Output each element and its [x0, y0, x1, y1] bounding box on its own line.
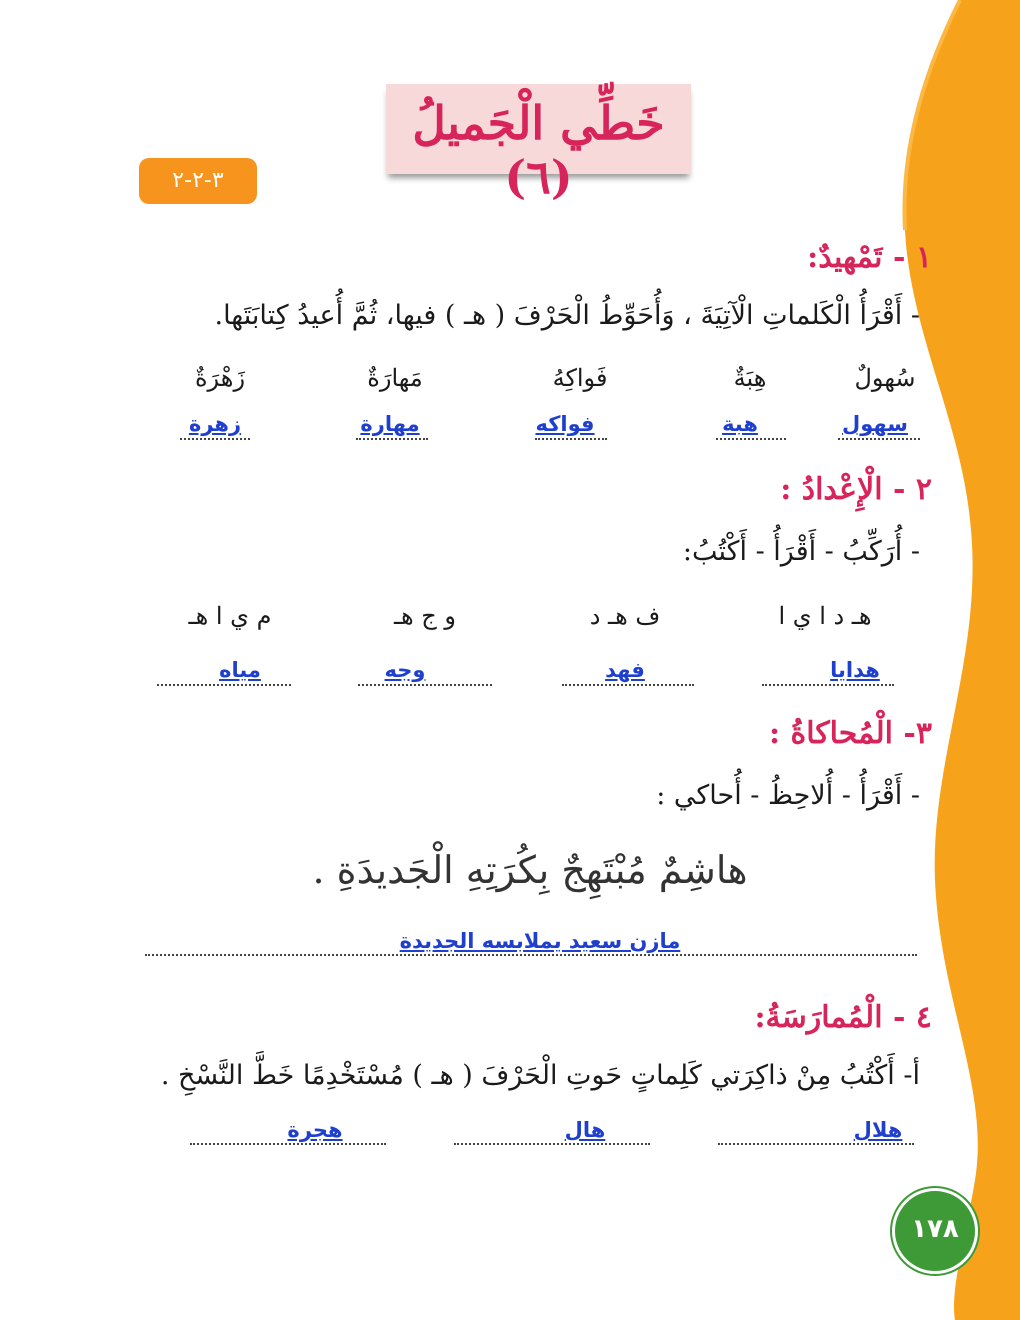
answer-4: مهارة: [360, 412, 420, 436]
answer-line: [716, 438, 786, 440]
answer-8: وجه: [384, 658, 426, 682]
answer-line: [838, 438, 920, 440]
answer-5: زهرة: [188, 412, 242, 436]
answer-line: [190, 1143, 386, 1145]
section2-instruction: - أُرَكِّبُ - أَقْرَأُ - أَكْتُبُ:: [682, 536, 920, 567]
answer-line: [718, 1143, 914, 1145]
page-number: ١٧٨: [911, 1214, 959, 1244]
word-3: فَواكِهُ: [552, 364, 608, 392]
lesson-code-badge: ٣-٢-٢: [139, 158, 257, 204]
word-2: هِبَةٌ: [733, 364, 767, 392]
word-1: سُهولٌ: [854, 364, 916, 392]
section3-heading: ٣- الْمُحاكاةُ :: [768, 716, 932, 751]
section1-heading: ١ - تَمْهيدٌ:: [807, 240, 932, 275]
answer-line: [562, 684, 694, 686]
answer-9: مياه: [219, 658, 261, 682]
section2-heading: ٢ - الْإِعْدادُ :: [780, 472, 932, 507]
word-4: مَهارَةٌ: [367, 364, 423, 392]
section4-instruction: أ- أَكْتُبُ مِنْ ذاكِرَتي كَلِماتٍ حَوتِ الْحَرْفَ ( هـ ) مُسْتَخْدِمًا خَطَّ النَّسْخِ .: [160, 1060, 920, 1091]
page-title: خَطِّي الْجَميلُ (٦): [412, 96, 665, 204]
answer-1: سهول: [842, 412, 908, 436]
answer-line: [454, 1143, 650, 1145]
answer-3: فواكه: [535, 412, 595, 436]
letters-2: ف هـ د: [589, 602, 661, 630]
letters-3: و ج هـ: [393, 602, 457, 630]
section3-instruction: - أَقْرَأُ - أُلاحِظُ - أُحاكي :: [656, 780, 920, 811]
answer-line: [145, 954, 917, 956]
answer-line: [762, 684, 894, 686]
answer-10: مازن سعيد يملابسه الجديدة: [399, 929, 681, 953]
section4-heading: ٤ - الْمُمارَسَةُ:: [754, 1000, 932, 1035]
answer-13: هجرة: [287, 1118, 343, 1142]
answer-line: [157, 684, 291, 686]
letters-1: هـ د ا ي ا: [778, 602, 872, 630]
answer-line: [358, 684, 492, 686]
section1-instruction: - أَقْرَأُ الْكَلماتِ الْآتِيَةَ ، وَأُحَوِّطُ الْحَرْفَ ( هـ ) فيها، ثُمَّ أُعيدُ كِتابَتَها.: [214, 300, 920, 331]
answer-6: هدايا: [830, 658, 880, 682]
answer-12: هال: [564, 1118, 606, 1142]
letters-4: م ي ا هـ: [188, 602, 272, 630]
answer-7: فهد: [605, 658, 645, 682]
answer-line: [356, 438, 428, 440]
answer-2: هبة: [722, 412, 758, 436]
word-5: زَهْرَةٌ: [194, 364, 246, 392]
answer-line: [180, 438, 250, 440]
answer-line: [535, 438, 607, 440]
answer-11: هلال: [853, 1118, 903, 1142]
model-sentence: هاشِمٌ مُبْتَهِجٌ بِكُرَتِهِ الْجَديدَةِ .: [312, 848, 748, 892]
